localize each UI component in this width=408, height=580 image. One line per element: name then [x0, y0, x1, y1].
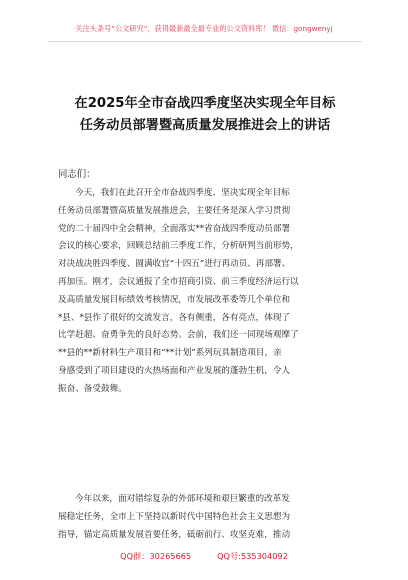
paragraph-line: **县的**新材料生产项目和“**计划”系列玩具制造项目，亲 [58, 348, 282, 359]
footer-qq-group: QQ群：30265665 [120, 551, 192, 561]
paragraph-line: 身感受到了项目建设的火热场面和产业发展的蓬勃生机，令人 [58, 365, 291, 376]
header-banner: 关注头条号“公文研究”，获得最新最全最专业的公文资料库！ 微信：gongwenyj [75, 24, 333, 33]
paragraph-1 [58, 185, 358, 399]
paragraph-line: 及高质量发展目标绩效考核情况，市发展改革委等几个单位和 [58, 294, 291, 305]
footer-contact [0, 551, 408, 562]
paragraph-line: 会议的核心要求，回顾总结前三季度工作，分析研判当前形势， [58, 241, 299, 252]
paragraph-2 [58, 491, 358, 544]
salutation: 同志们： [58, 169, 96, 180]
paragraph-line: *县、*县作了很好的交流发言，各有侧重，各有亮点，体现了 [58, 312, 291, 323]
paragraph-line: 展稳定任务，全市上下坚持以新时代中国特色社会主义思想为 [58, 511, 291, 522]
paragraph-line: 党的二十届四中全会精神，全面落实**省奋战四季度动员部署 [58, 223, 291, 234]
paragraph-line: 今年以来，面对错综复杂的外部环境和艰巨繁重的改革发 [75, 494, 290, 504]
paragraph-line: 比学赶超、奋勇争先的良好态势。会前，我们还一同现场观摩了 [58, 330, 299, 341]
header-divider [48, 41, 362, 42]
paragraph-line: 今天，我们在此召开全市奋战四季度、坚决实现全年目标 [75, 188, 290, 198]
paragraph-line: 指导，锚定高质量发展首要任务，砥砺前行、攻坚克难，推动 [58, 529, 291, 540]
title-line-1: 在2025年全市奋战四季度坚决实现全年目标 [74, 96, 336, 111]
title-line-2: 任务动员部署暨高质量发展推进会上的讲话 [79, 118, 331, 133]
document-title [40, 93, 370, 137]
paragraph-line: 再加压。刚才，会议通报了全市招商引资、前三季度经济运行以 [58, 276, 299, 287]
footer-qq-number: QQ号:535304092 [217, 551, 288, 561]
paragraph-line: 任务动员部署暨高质量发展推进会，主要任务是深入学习贯彻 [58, 205, 291, 216]
paragraph-line: 对决战决胜四季度、圆满收官“十四五”进行再动员、再部署、 [58, 259, 291, 270]
paragraph-line: 振奋、备受鼓舞。 [58, 383, 127, 394]
